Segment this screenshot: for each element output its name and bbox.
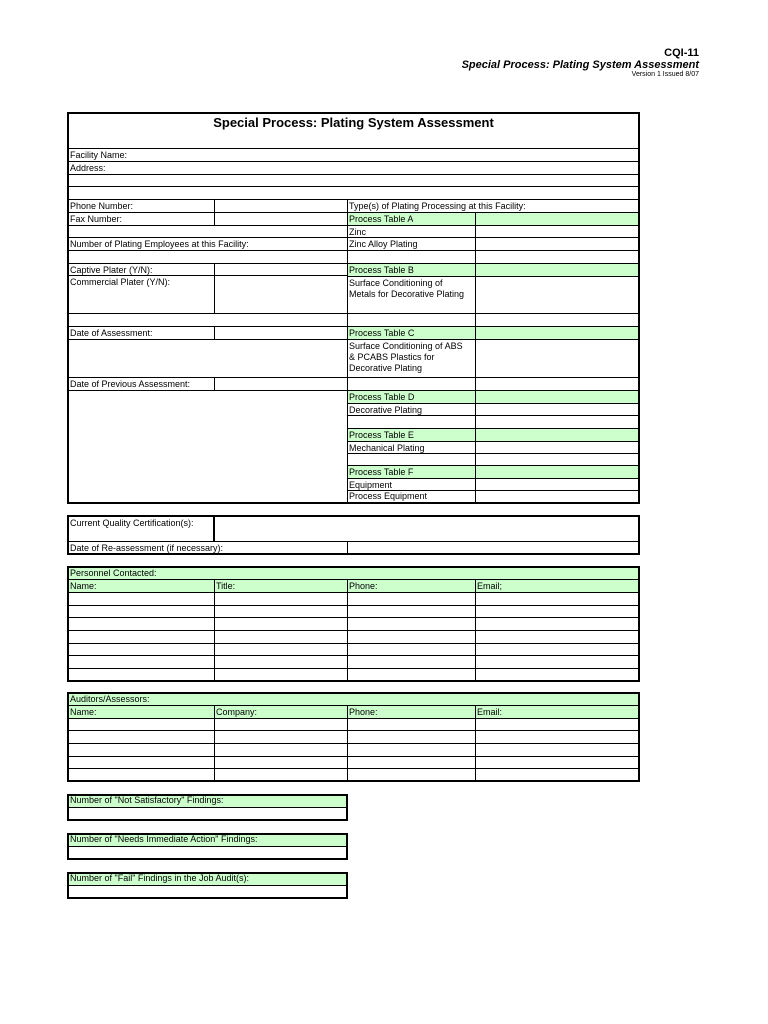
surface-conditioning-metals-line2: Metals for Decorative Plating <box>349 289 465 299</box>
fax-number-label: Fax Number: <box>70 214 123 224</box>
mechanical-plating-label: Mechanical Plating <box>349 443 425 453</box>
decorative-plating-label: Decorative Plating <box>349 405 423 415</box>
personnel-heading: Personnel Contacted: <box>70 568 157 578</box>
auditors-col-phone: Phone: <box>349 707 378 717</box>
zinc-alloy-label: Zinc Alloy Plating <box>349 239 418 249</box>
process-table-e: Process Table E <box>349 430 414 440</box>
personnel-col-email: Email; <box>477 581 503 591</box>
process-table-c: Process Table C <box>349 328 415 338</box>
surface-conditioning-abs-line1: Surface Conditioning of ABS <box>349 341 463 351</box>
document-title: Special Process: Plating System Assessment <box>461 59 699 71</box>
plating-employees-label: Number of Plating Employees at this Facility: <box>70 239 249 249</box>
process-table-f: Process Table F <box>349 467 414 477</box>
facility-name-label: Facility Name: <box>70 150 128 160</box>
process-table-a: Process Table A <box>349 214 414 224</box>
version-note: Version 1 Issued 8/07 <box>631 71 699 78</box>
commercial-plater-label: Commercial Plater (Y/N): <box>70 277 171 287</box>
personnel-col-title: Title: <box>216 581 236 591</box>
reassessment-date-label: Date of Re-assessment (if necessary): <box>70 543 224 553</box>
process-table-d: Process Table D <box>349 392 415 402</box>
form-title: Special Process: Plating System Assessment <box>213 115 494 130</box>
process-table-b: Process Table B <box>349 265 414 275</box>
current-quality-certification-label: Current Quality Certification(s): <box>70 518 194 528</box>
zinc-label: Zinc <box>349 227 367 237</box>
surface-conditioning-metals-line1: Surface Conditioning of <box>349 278 443 288</box>
equipment-label: Equipment <box>349 480 393 490</box>
personnel-col-name: Name: <box>70 581 97 591</box>
auditors-heading: Auditors/Assessors: <box>70 694 150 704</box>
document-code: CQI-11 <box>664 47 699 59</box>
address-label: Address: <box>70 163 106 173</box>
not-satisfactory-label: Number of "Not Satisfactory" Findings: <box>70 795 224 805</box>
fail-findings-label: Number of "Fail" Findings in the Job Audit(s): <box>70 873 249 883</box>
phone-number-label: Phone Number: <box>70 201 134 211</box>
auditors-col-name: Name: <box>70 707 97 717</box>
needs-action-label: Number of "Needs Immediate Action" Findings: <box>70 834 258 844</box>
surface-conditioning-abs-line2: & PCABS Plastics for <box>349 352 435 362</box>
personnel-col-phone: Phone: <box>349 581 378 591</box>
date-of-assessment-label: Date of Assessment: <box>70 328 153 338</box>
plating-types-heading: Type(s) of Plating Processing at this Facility: <box>349 201 526 211</box>
captive-plater-label: Captive Plater (Y/N): <box>70 265 153 275</box>
date-previous-assessment-label: Date of Previous Assessment: <box>70 379 191 389</box>
process-equipment-label: Process Equipment <box>349 491 428 501</box>
surface-conditioning-abs-line3: Decorative Plating <box>349 363 423 373</box>
auditors-col-company: Company: <box>216 707 258 717</box>
auditors-col-email: Email: <box>477 707 503 717</box>
